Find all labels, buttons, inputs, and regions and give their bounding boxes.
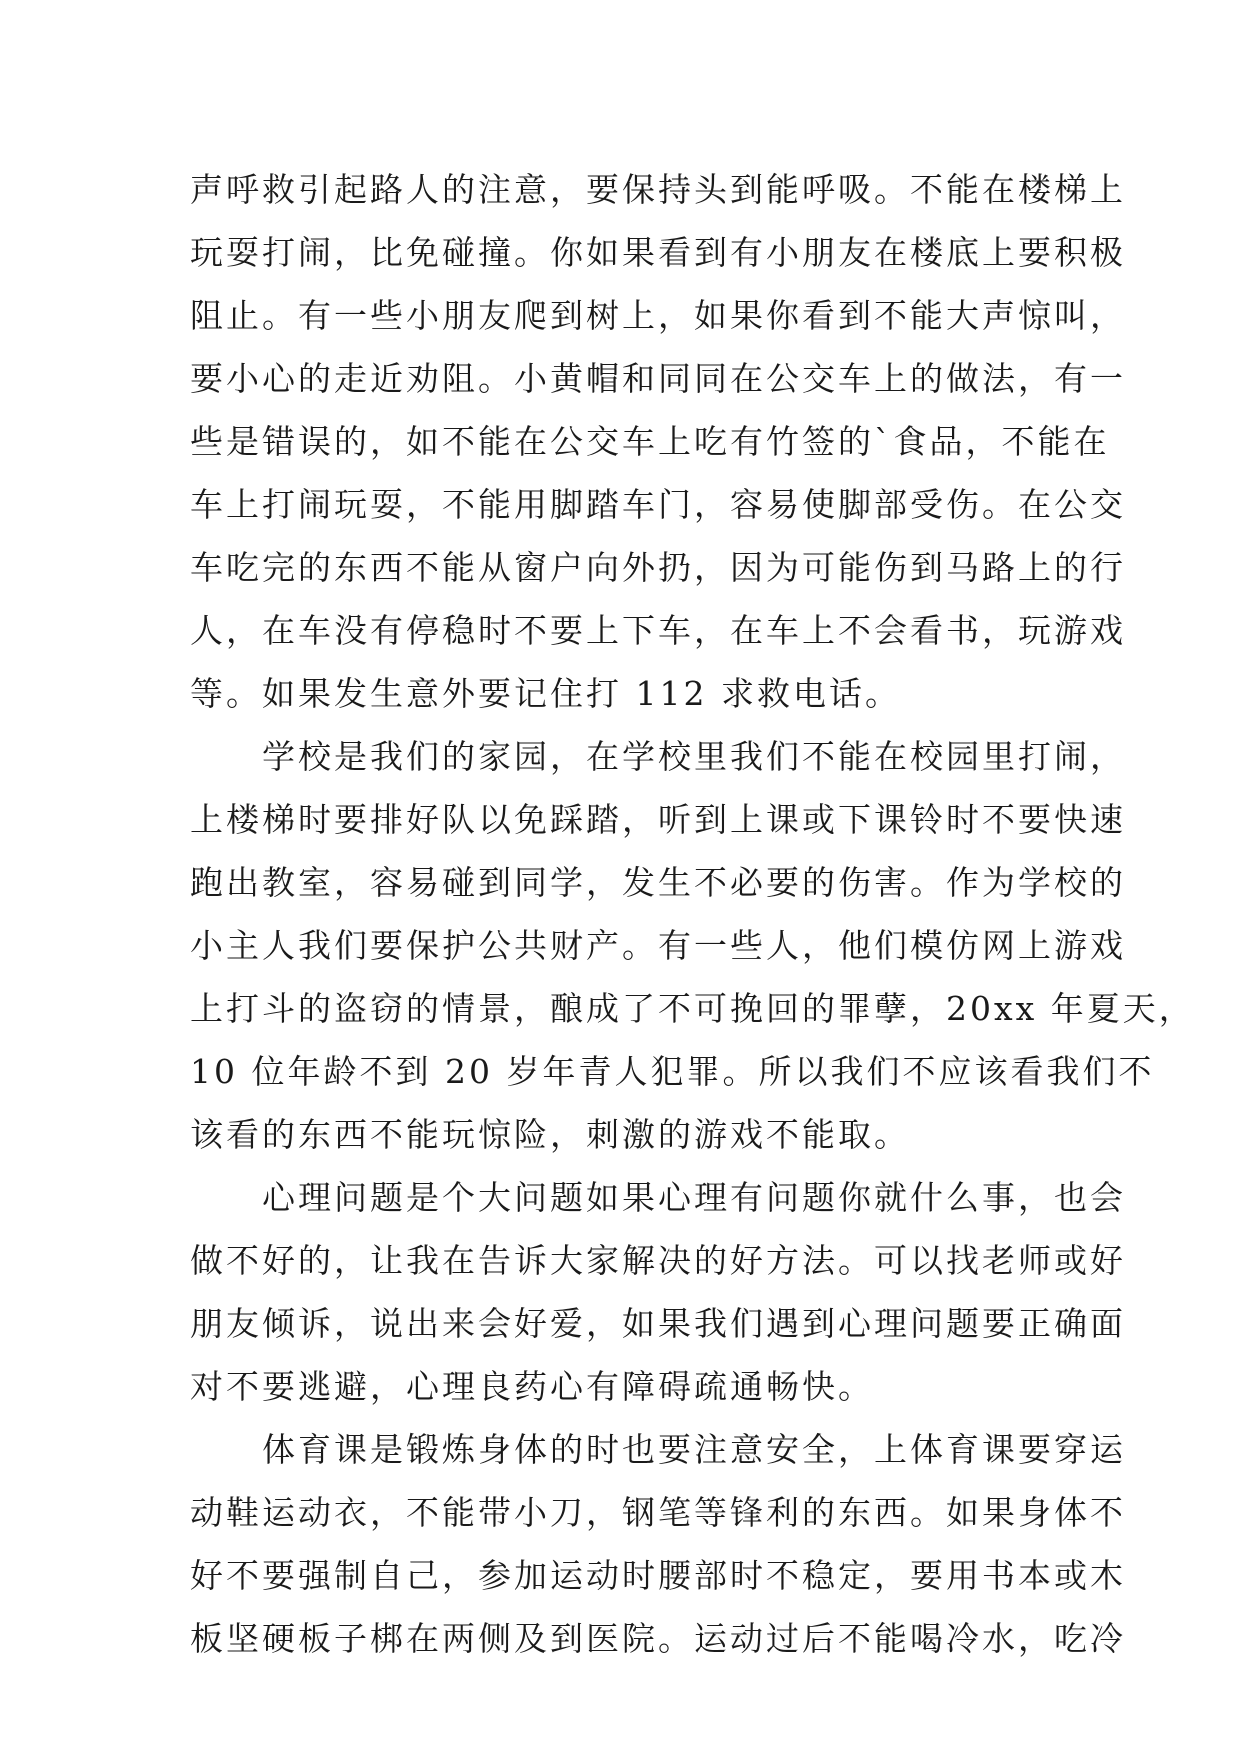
text-line: 动鞋运动衣，不能带小刀，钢笔等锋利的东西。如果身体不 — [190, 1493, 1126, 1532]
text-line: 朋友倾诉，说出来会好爱，如果我们遇到心理问题要正确面 — [190, 1304, 1126, 1343]
text-line: 玩耍打闹，比免碰撞。你如果看到有小朋友在楼底上要积极 — [190, 233, 1126, 272]
text-line: 板坚硬板子梆在两侧及到医院。运动过后不能喝冷水，吃冷 — [190, 1619, 1126, 1658]
text-line: 体育课是锻炼身体的时也要注意安全，上体育课要穿运 — [262, 1430, 1126, 1469]
text-line: 好不要强制自己，参加运动时腰部时不稳定，要用书本或木 — [190, 1556, 1126, 1595]
paragraph-3 — [190, 1166, 1126, 1418]
text-line: 上打斗的盗窃的情景，酿成了不可挽回的罪孽，20xx 年夏天， — [190, 989, 1195, 1028]
text-line: 些是错误的，如不能在公交车上吃有竹签的`食品，不能在 — [190, 422, 1110, 461]
text-line: 跑出教室，容易碰到同学，发生不必要的伤害。作为学校的 — [190, 863, 1126, 902]
text-line: 车吃完的东西不能从窗户向外扔，因为可能伤到马路上的行 — [190, 548, 1126, 587]
text-line: 上楼梯时要排好队以免踩踏，听到上课或下课铃时不要快速 — [190, 800, 1126, 839]
text-line: 声呼救引起路人的注意，要保持头到能呼吸。不能在楼梯上 — [190, 170, 1126, 209]
text-line: 10 位年龄不到 20 岁年青人犯罪。所以我们不应该看我们不 — [190, 1052, 1155, 1091]
paragraph-2 — [190, 725, 1195, 1166]
text-line: 做不好的，让我在告诉大家解决的好方法。可以找老师或好 — [190, 1241, 1126, 1280]
text-line: 人，在车没有停稳时不要上下车，在车上不会看书，玩游戏 — [190, 611, 1126, 650]
text-line: 学校是我们的家园，在学校里我们不能在校园里打闹， — [262, 737, 1126, 776]
text-line: 小主人我们要保护公共财产。有一些人，他们模仿网上游戏 — [190, 926, 1126, 965]
text-line: 心理问题是个大问题如果心理有问题你就什么事，也会 — [262, 1178, 1126, 1217]
text-line: 等。如果发生意外要记住打 112 求救电话。 — [190, 674, 901, 713]
text-line: 阻止。有一些小朋友爬到树上，如果你看到不能大声惊叫， — [190, 296, 1126, 335]
paragraph-1 — [190, 158, 1126, 725]
text-line: 车上打闹玩耍，不能用脚踏车门，容易使脚部受伤。在公交 — [190, 485, 1126, 524]
text-line: 对不要逃避，心理良药心有障碍疏通畅快。 — [190, 1367, 874, 1406]
body-text — [190, 158, 1195, 1670]
text-line: 要小心的走近劝阻。小黄帽和同同在公交车上的做法，有一 — [190, 359, 1126, 398]
paragraph-4 — [190, 1418, 1126, 1670]
text-line: 该看的东西不能玩惊险，刺激的游戏不能取。 — [190, 1115, 910, 1154]
